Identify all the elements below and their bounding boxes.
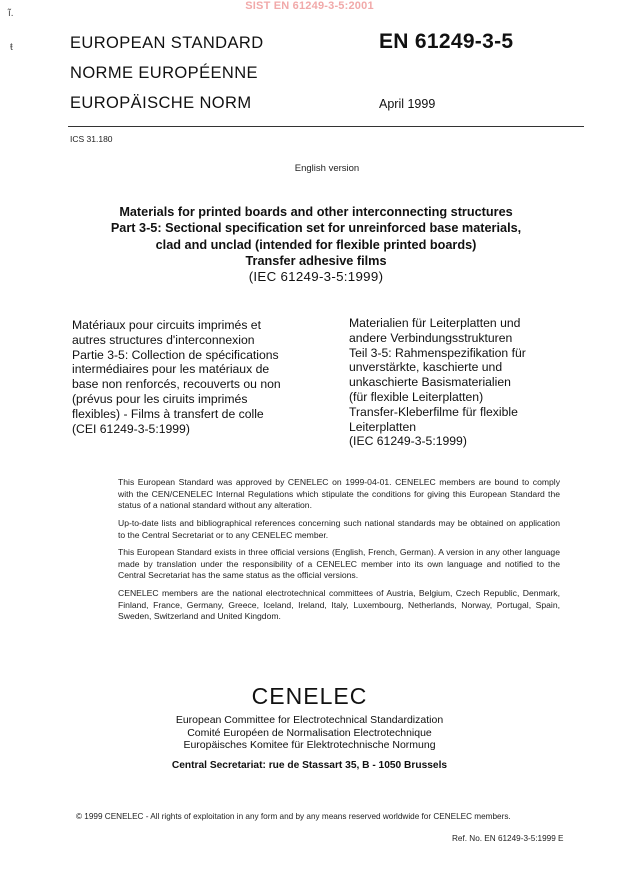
copyright-notice: © 1999 CENELEC - All rights of exploitation in any form and by any means reserved worldwide for CENELEC members. <box>76 812 511 821</box>
german-title-block <box>349 316 589 449</box>
french-line: intermédiaires pour les matériaux de <box>72 362 270 377</box>
header-line-english: EUROPEAN STANDARD <box>70 34 264 52</box>
org-name-french: Comité Européen de Normalisation Electrotechnique <box>187 726 432 739</box>
reference-number: Ref. No. EN 61249-3-5:1999 E <box>452 834 564 843</box>
members-paragraph: CENELEC members are the national electrotechnical committees of Austria, Belgium, Czech Republic, Denmark, Finland, France, Germany, Greece, Iceland, Ireland, Italy, Luxembourg, Netherlands, Norway, Portugal, Spain, Sweden, Switzerland and United Kingdom. <box>118 588 560 622</box>
document-title <box>100 204 532 285</box>
version-label: English version <box>294 163 360 174</box>
french-line: (prévus pour les ciruits imprimés <box>72 391 248 406</box>
german-line: unverstärkte, kaschierte und <box>349 360 503 375</box>
german-line: (für flexible Leiterplatten) <box>349 389 484 404</box>
standard-number: EN 61249-3-5 <box>379 30 514 53</box>
watermark: SIST EN 61249-3-5:2001 <box>245 0 374 12</box>
german-line: Transfer-Kleberfilme für flexible <box>349 404 518 419</box>
header-divider <box>68 126 584 127</box>
german-line: unkaschierte Basismaterialien <box>349 375 511 390</box>
header-line-french: NORME EUROPÉENNE <box>70 64 258 82</box>
german-line: Leiterplatten <box>349 419 417 434</box>
german-line: Materialien für Leiterplatten und <box>349 316 521 330</box>
title-line: Part 3-5: Sectional specification set for unreinforced base materials, <box>110 221 522 236</box>
title-reference: (IEC 61249-3-5:1999) <box>248 269 384 285</box>
french-line: Matériaux pour circuits imprimés et <box>72 318 261 332</box>
title-line: clad and unclad (intended for flexible printed boards) <box>155 237 477 252</box>
french-line: autres structures d'interconnexion <box>72 332 255 347</box>
central-secretariat: Central Secretariat: rue de Stassart 35, B - 1050 Brussels <box>171 760 448 771</box>
versions-paragraph: This European Standard exists in three official versions (English, French, German). A version in any other language made by translation under the responsibility of a CENELEC member into its own language and notified to the Central Secretariat has the same status as the official versions. <box>118 547 560 581</box>
org-name-german: Europäisches Komitee für Elektrotechnische Normung <box>183 739 436 751</box>
cenelec-organization <box>0 714 619 752</box>
german-line: andere Verbindungsstrukturen <box>349 330 513 345</box>
publication-date: April 1999 <box>379 97 436 111</box>
header-line-german: EUROPÄISCHE NORM <box>70 94 252 112</box>
german-line: Teil 3-5: Rahmenspezifikation für <box>349 345 526 360</box>
references-paragraph: Up-to-date lists and bibliographical references concerning such national standards may be obtained on application to the Central Secretariat or to any CENELEC member. <box>118 518 560 540</box>
title-line: Materials for printed boards and other interconnecting structures <box>119 205 513 219</box>
title-line: Transfer adhesive films <box>245 253 387 268</box>
french-line: flexibles) - Films à transfert de colle <box>72 406 264 421</box>
french-line: (CEI 61249-3-5:1999) <box>72 421 190 436</box>
french-title-block <box>72 318 322 436</box>
scan-mark: ŧ <box>10 42 13 53</box>
ics-code: ICS 31.180 <box>70 134 113 144</box>
french-line: Partie 3-5: Collection de spécifications <box>72 347 279 362</box>
scan-mark: ĩ. <box>8 8 14 19</box>
org-name-english: European Committee for Electrotechnical Standardization <box>175 714 444 726</box>
approval-paragraph: This European Standard was approved by CENELEC on 1999-04-01. CENELEC members are bound to comply with the CEN/CENELEC Internal Regulations which stipulate the conditions for giving this European Standard the status of a national standard without any alteration. <box>118 477 560 511</box>
french-line: base non renforcés, recouverts ou non <box>72 377 281 392</box>
german-line: (IEC 61249-3-5:1999) <box>349 434 467 449</box>
cenelec-name: CENELEC <box>251 683 368 709</box>
